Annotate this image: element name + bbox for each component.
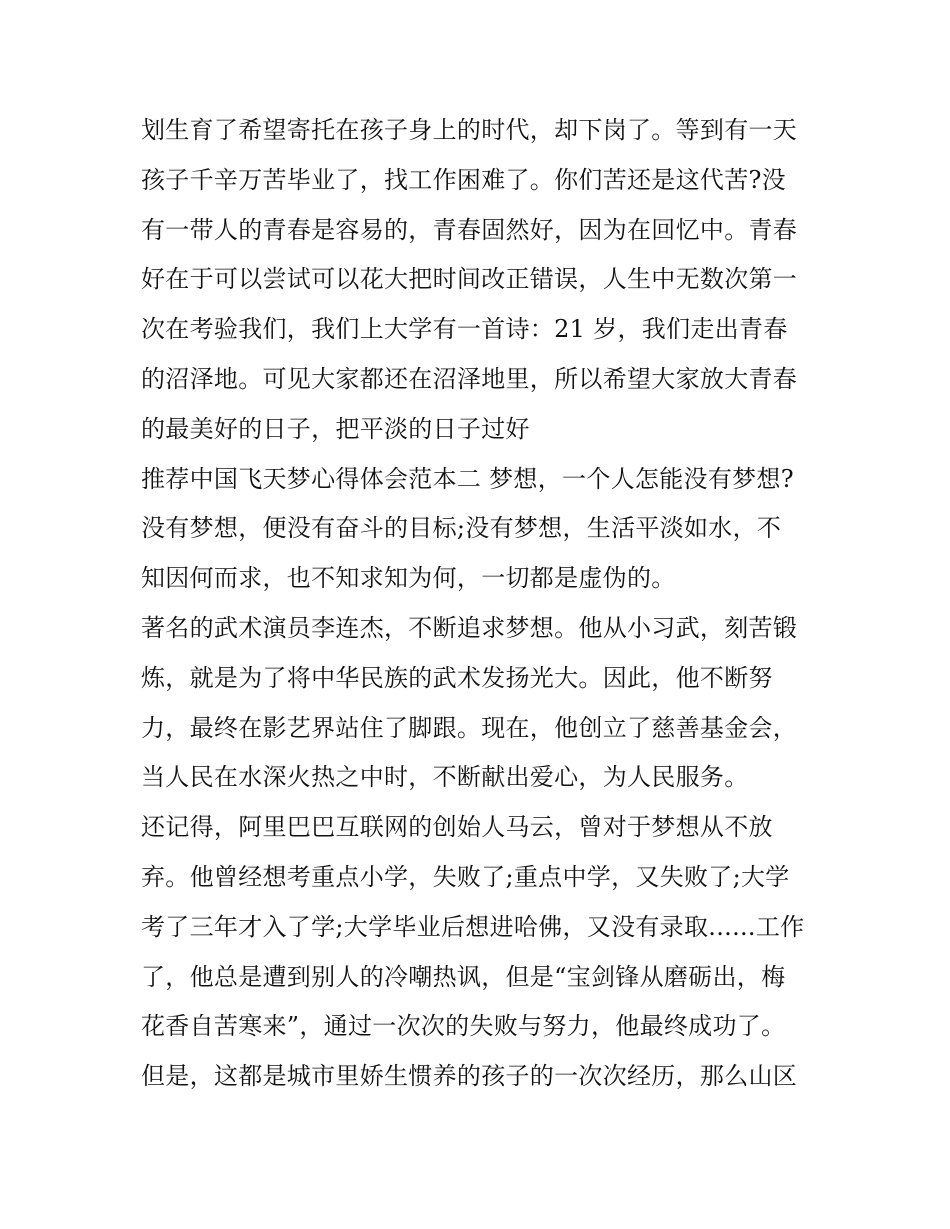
text-line: 好在于可以尝试可以花大把时间改正错误，人生中无数次第一 [141,265,798,294]
body-text [141,106,821,1102]
text-line: 当人民在水深火热之中时，不断献出爱心，为人民服务。 [141,763,749,792]
text-line: 著名的武术演员李连杰，不断追求梦想。他从小习武，刻苦锻 [141,613,798,642]
text-line: 的沼泽地。可见大家都还在沼泽地里，所以希望大家放大青春 [141,364,798,393]
text-line: 的最美好的日子，把平淡的日子过好 [141,414,530,443]
text-line: 没有梦想，便没有奋斗的目标;没有梦想，生活平淡如水，不 [141,514,782,543]
text-line: 弃。他曾经想考重点小学，失败了;重点中学，又失败了;大学 [141,862,790,891]
text-line: 推荐中国飞天梦心得体会范本二 梦想，一个人怎能没有梦想? [141,464,794,493]
text-line: 花香自苦寒来”，通过一次次的失败与努力，他最终成功了。 [141,1012,786,1041]
text-line: 有一带人的青春是容易的，青春固然好，因为在回忆中。青春 [141,215,798,244]
text-line: 知因何而求，也不知求知为何，一切都是虚伪的。 [141,564,676,593]
text-line: 力，最终在影艺界站住了脚跟。现在，他创立了慈善基金会， [141,713,798,742]
text-line: 次在考验我们，我们上大学有一首诗：21 岁，我们走出青春 [141,315,788,344]
text-line: 但是，这都是城市里娇生惯养的孩子的一次次经历，那么山区 [141,1062,798,1091]
text-line: 还记得，阿里巴巴互联网的创始人马云，曾对于梦想从不放 [141,813,773,842]
text-line: 划生育了希望寄托在孩子身上的时代，却下岗了。等到有一天 [141,116,798,144]
text-line: 炼，就是为了将中华民族的武术发扬光大。因此，他不断努 [141,663,773,692]
text-line: 考了三年才入了学;大学毕业后想进哈佛，又没有录取......工作 [141,912,805,941]
text-line: 了，他总是遭到别人的冷嘲热讽，但是“宝剑锋从磨砺出，梅 [141,962,786,991]
text-line: 孩子千辛万苦毕业了，找工作困难了。你们苦还是这代苦?没 [141,165,786,194]
